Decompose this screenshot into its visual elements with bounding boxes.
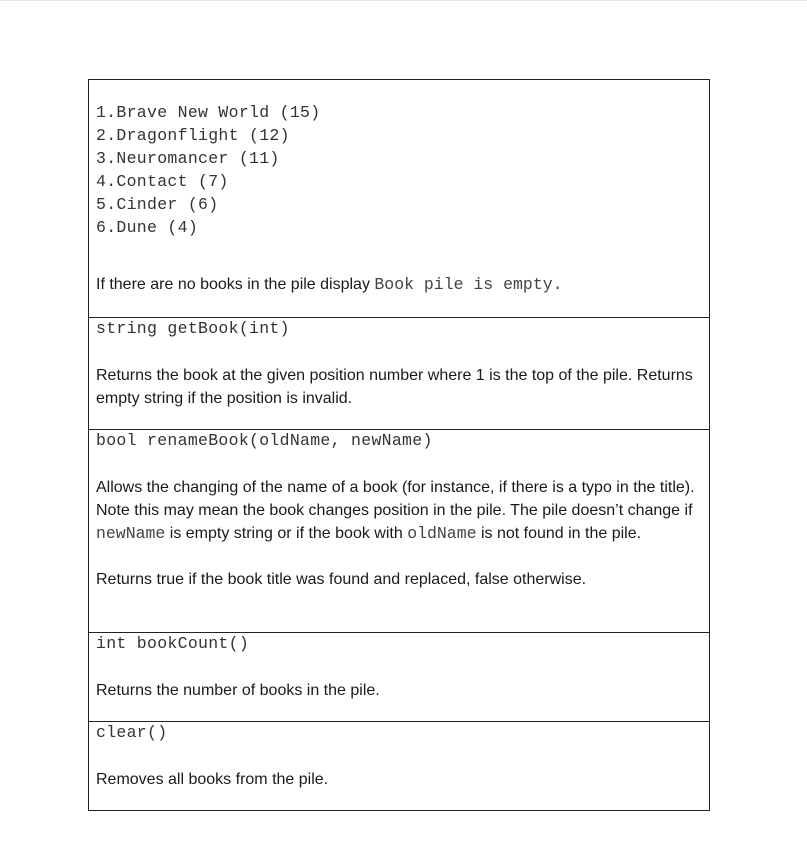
bookcount-signature: int bookCount() — [96, 634, 250, 653]
renamebook-desc-part3: is not found in the pile. — [476, 525, 642, 542]
clear-cell — [89, 721, 709, 810]
empty-pile-note — [96, 273, 703, 296]
renamebook-desc-part1: Allows the changing of the name of a book (for instance, if there is a typo in the title). Note this may mean the book changes position in the pile. The pile doesn’t change if — [96, 479, 695, 519]
list-item: 6.Dune (4) — [96, 218, 199, 237]
spec-table — [88, 79, 710, 811]
list-item: 4.Contact (7) — [96, 172, 229, 191]
list-item: 3.Neuromancer (11) — [96, 149, 280, 168]
list-item: 1.Brave New World (15) — [96, 103, 321, 122]
renamebook-returns: Returns true if the book title was found and replaced, false otherwise. — [96, 571, 587, 588]
renamebook-code-oldname: oldName — [407, 524, 477, 543]
book-list — [96, 80, 703, 239]
clear-signature: clear() — [96, 723, 168, 742]
top-divider — [0, 0, 807, 1]
renamebook-cell — [89, 429, 709, 632]
empty-note-code: Book pile is empty. — [374, 275, 563, 294]
bookcount-cell — [89, 632, 709, 721]
renamebook-desc-part2: is empty string or if the book with — [165, 525, 408, 542]
empty-note-text: If there are no books in the pile display — [96, 276, 375, 293]
renamebook-description — [96, 476, 703, 545]
list-item: 2.Dragonflight (12) — [96, 126, 290, 145]
getbook-description: Returns the book at the given position number where 1 is the top of the pile. Returns empty string if the position is invalid. — [96, 367, 693, 407]
getbook-cell — [89, 317, 709, 429]
bookcount-description: Returns the number of books in the pile. — [96, 682, 380, 699]
list-item: 5.Cinder (6) — [96, 195, 219, 214]
display-example-cell — [89, 80, 709, 317]
renamebook-signature: bool renameBook(oldName, newName) — [96, 431, 433, 450]
clear-description: Removes all books from the pile. — [96, 771, 329, 788]
getbook-signature: string getBook(int) — [96, 319, 290, 338]
renamebook-code-newname: newName — [96, 524, 166, 543]
